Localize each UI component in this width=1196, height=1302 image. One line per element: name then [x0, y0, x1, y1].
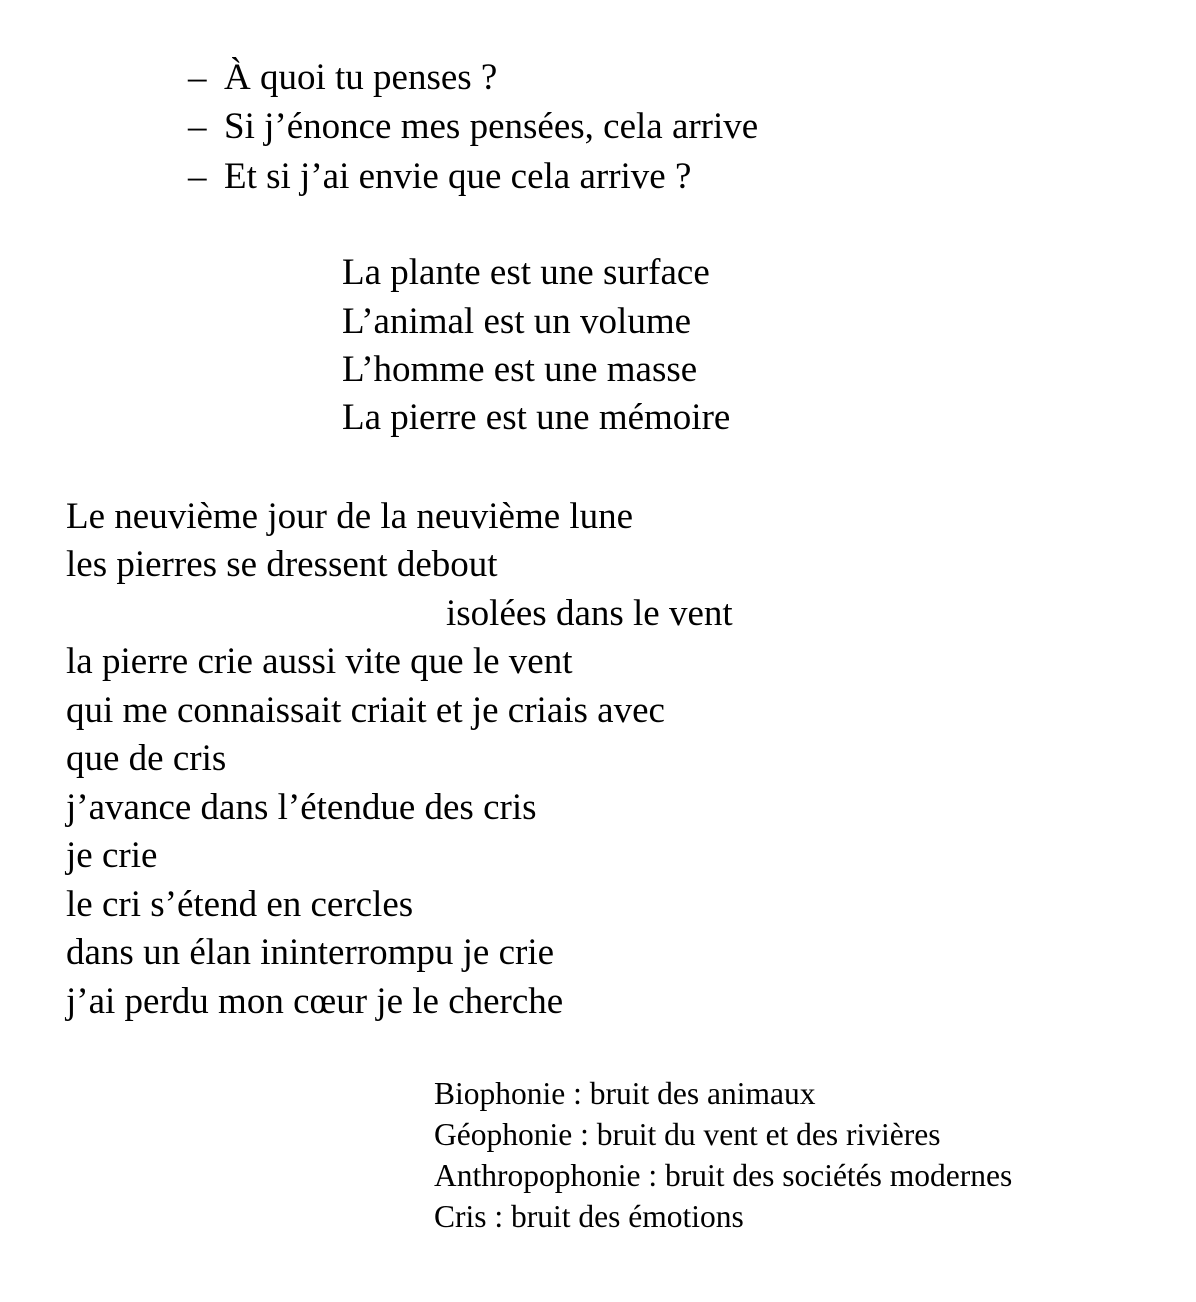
poem-line: qui me connaissait criait et je criais avec [66, 690, 665, 731]
glossary-entry: Anthropophonie : bruit des sociétés modernes [434, 1158, 1013, 1193]
poem-line: Le neuvième jour de la neuvième lune [66, 496, 634, 537]
dialogue-text: Si j’énonce mes pensées, cela arrive [224, 106, 759, 147]
poem-line: que de cris [66, 738, 227, 779]
poem-line: j’ai perdu mon cœur je le cherche [66, 981, 564, 1022]
poem-line: j’avance dans l’étendue des cris [66, 787, 537, 828]
dialogue-text: À quoi tu penses ? [224, 57, 498, 98]
poem-line: dans un élan ininterrompu je crie [66, 932, 555, 973]
dialogue-text: Et si j’ai envie que cela arrive ? [224, 156, 692, 197]
definition-line: L’homme est une masse [342, 349, 698, 390]
poem-line: la pierre crie aussi vite que le vent [66, 641, 573, 682]
poem-line: le cri s’étend en cercles [66, 884, 414, 925]
glossary-entry: Biophonie : bruit des animaux [434, 1076, 816, 1111]
dialogue-line [188, 153, 691, 201]
dialogue-dash: – [188, 106, 207, 147]
dialogue-line [188, 103, 758, 151]
glossary-entry: Cris : bruit des émotions [434, 1199, 744, 1234]
dialogue-line [188, 54, 497, 102]
dialogue-dash: – [188, 156, 207, 197]
poem-line: les pierres se dressent debout [66, 544, 498, 585]
poem-line-indented: isolées dans le vent [446, 593, 733, 634]
definition-line: La pierre est une mémoire [342, 397, 731, 438]
dialogue-dash: – [188, 57, 207, 98]
definition-line: La plante est une surface [342, 252, 710, 293]
glossary-entry: Géophonie : bruit du vent et des rivières [434, 1117, 941, 1152]
poem-line: je crie [66, 835, 158, 876]
definition-line: L’animal est un volume [342, 301, 692, 342]
